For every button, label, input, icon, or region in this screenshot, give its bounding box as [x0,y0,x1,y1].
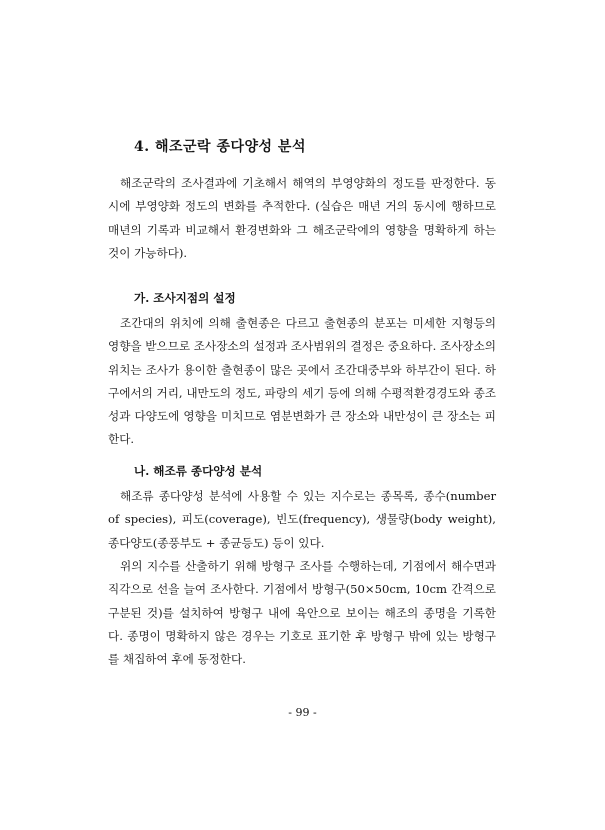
subsection-b-heading: 나. 해조류 종다양성 분석 [134,464,263,478]
section-title: 4. 해조군락 종다양성 분석 [134,139,306,155]
intro-paragraph: 해조군락의 조사결과에 기초해서 해역의 부영양화의 정도를 판정한다. 동시에 부영양화 정도의 변화를 추적한다. (실습은 매년 거의 동시에 행하므로 매년의 기록과 비교해서 환경변화와 그 해조군락에의 영향을 명확하게 하는 것이 가능하다). [108,176,496,260]
subsection-b-paragraph-1: 해조류 종다양성 분석에 사용할 수 있는 지수로는 종목록, 종수(number of species), 피도(coverage), 빈도(frequency), 생물량(body weight), 종다양도(종풍부도 + 종균등도) 등이 있다. [108,489,496,550]
subsection-a-heading: 가. 조사지점의 설정 [134,291,236,305]
subsection-a-paragraph: 조간대의 위치에 의해 출현종은 다르고 출현종의 분포는 미세한 지형등의 영향을 받으므로 조사장소의 설정과 조사범위의 결정은 중요하다. 조사장소의 위치는 조사가 용이한 출현종이 많은 곳에서 조간대중부와 하부간이 된다. 하구에서의 거리, 내만도의 정도, 파랑의 세기 등에 의해 수평적환경경도와 종조성과 다양도에 영향을 미치므로 염분변화가 큰 장소와 내만성이 큰 장소는 피한다. [108,316,496,447]
subsection-b-paragraph-2: 위의 지수를 산출하기 위해 방형구 조사를 수행하는데, 기점에서 해수면과 직각으로 선을 늘여 조사한다. 기점에서 방형구(50×50cm, 10cm 간격으로 구분된 것)를 설치하여 방형구 내에 육안으로 보이는 해조의 종명을 기록한다. 종명이 명확하지 않은 경우는 기호로 표기한 후 방형구 밖에 있는 방형구를 채집하여 후에 동정한다. [108,559,496,667]
page-number: - 99 - [288,706,317,719]
